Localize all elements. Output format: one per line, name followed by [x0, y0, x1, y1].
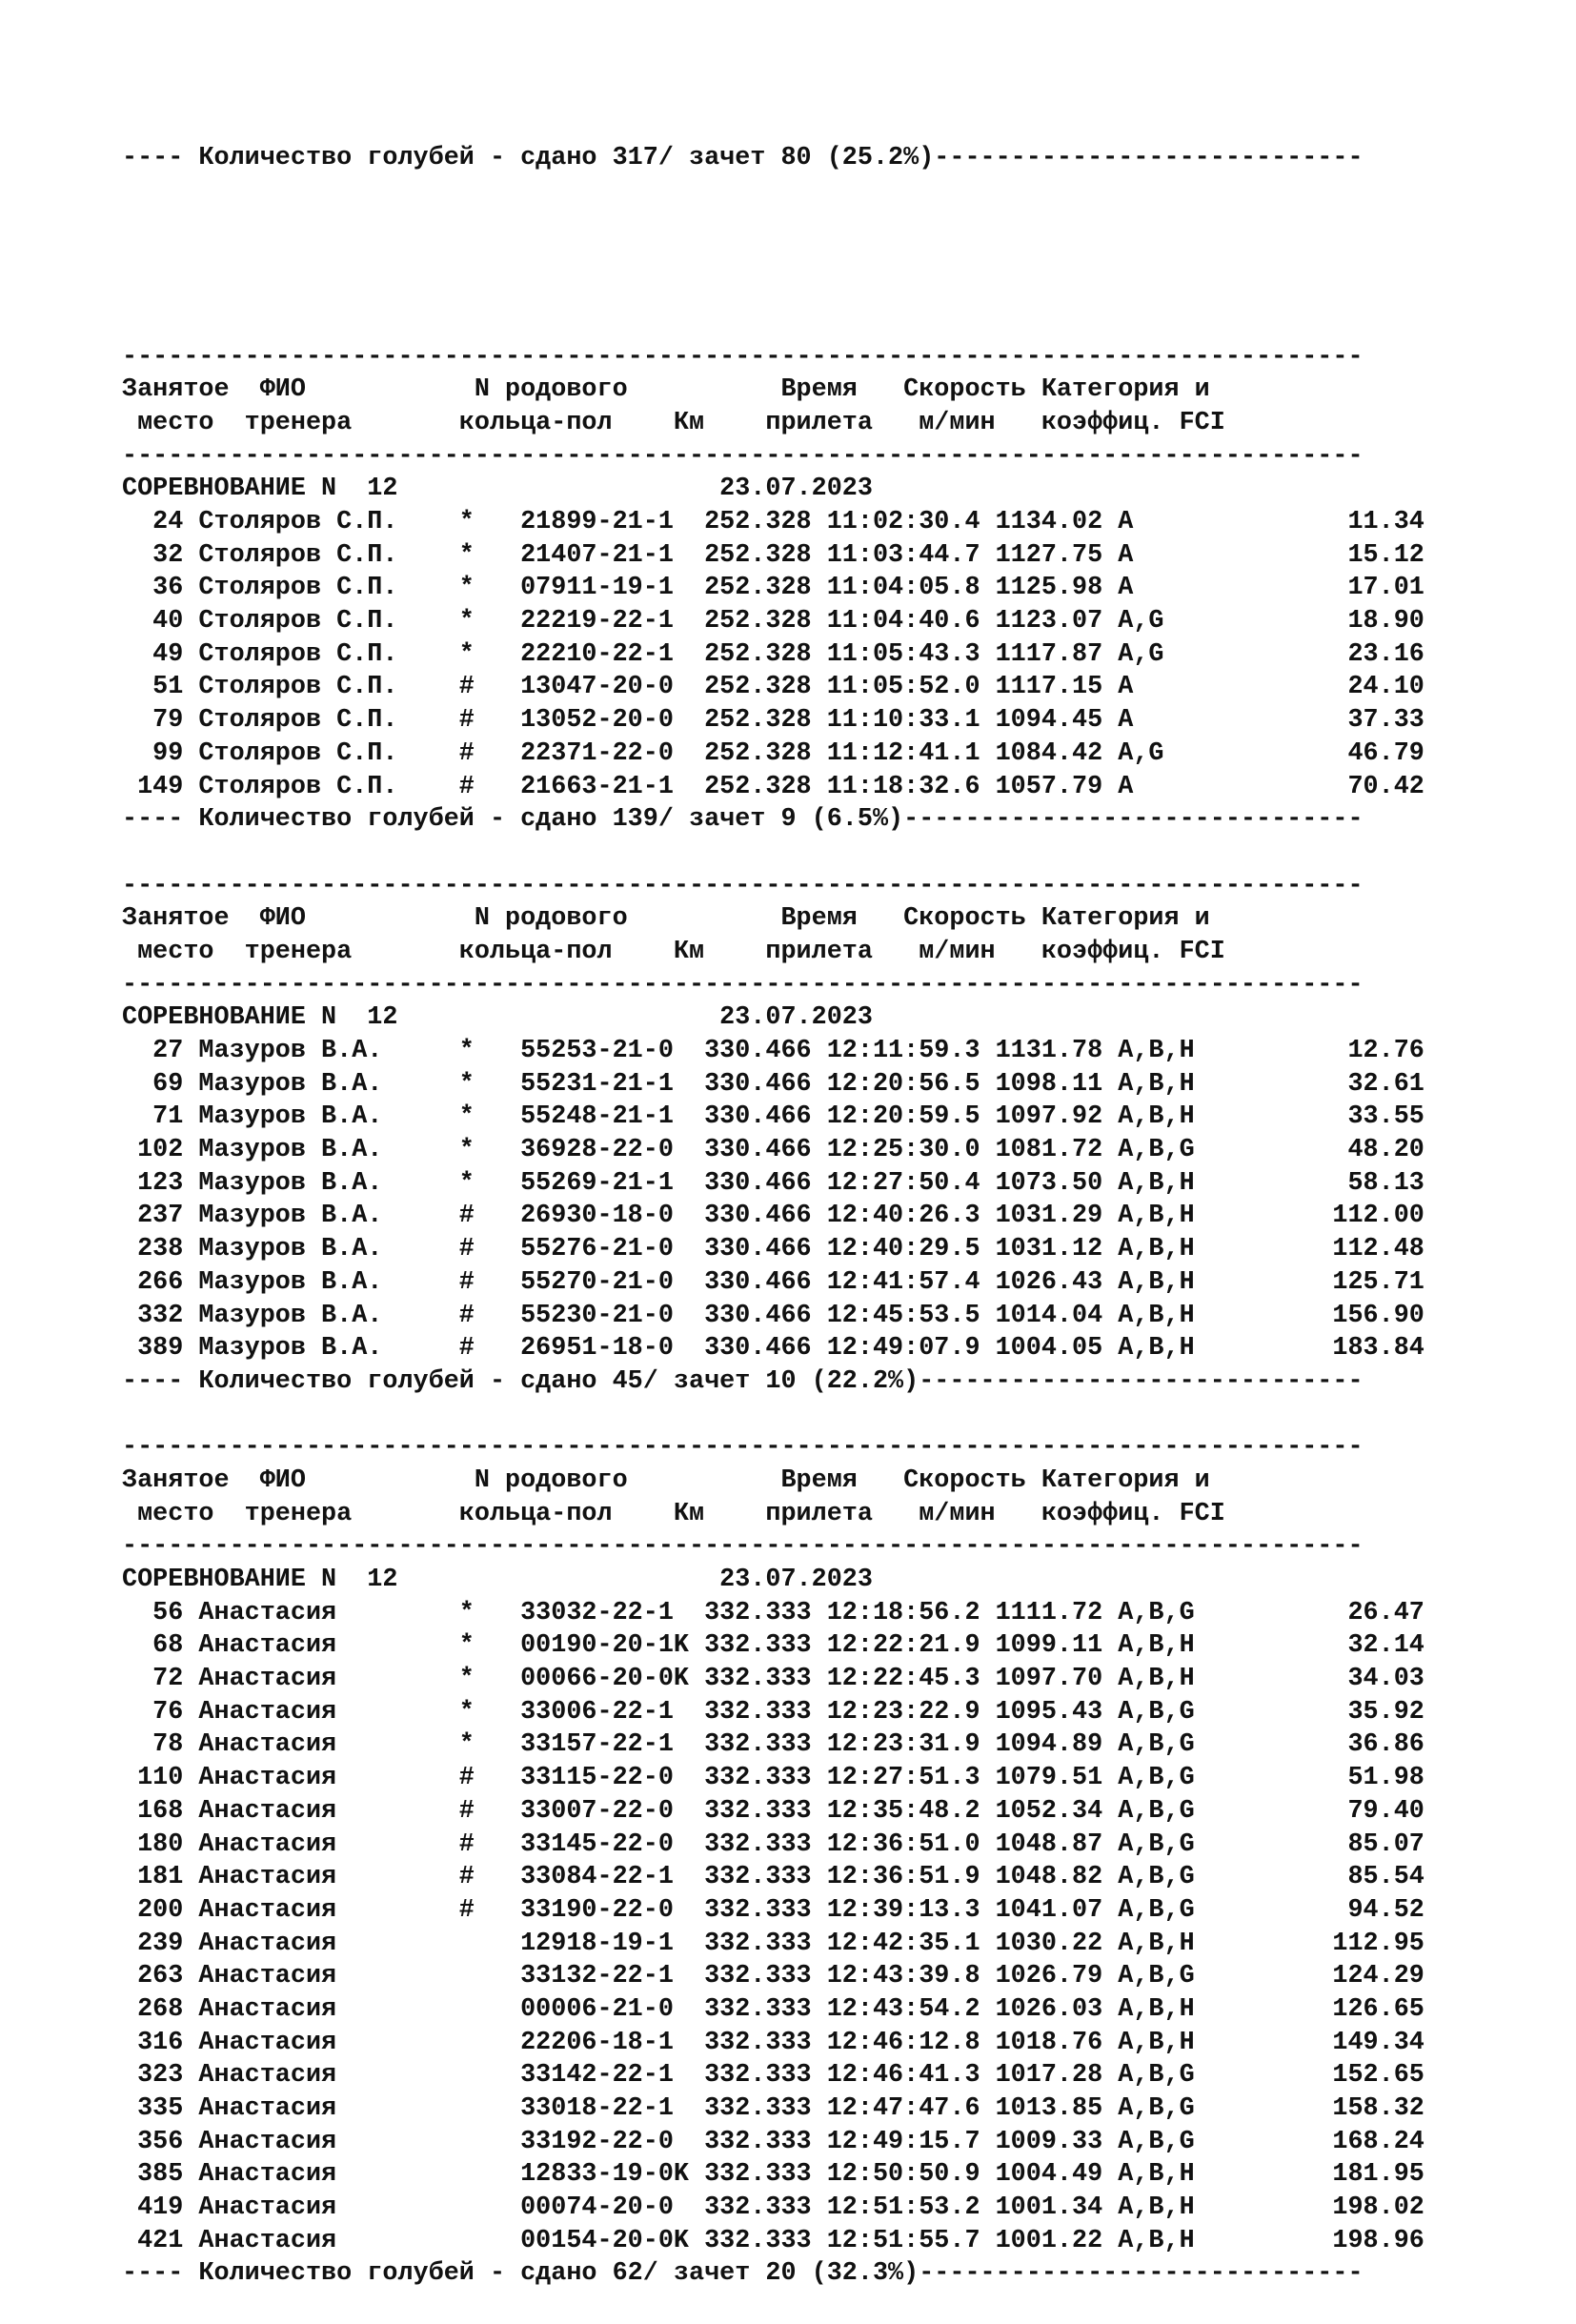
table-header-line-1: Занятое ФИО N родового Время Скорость Категория и — [122, 375, 1210, 405]
section-rule-top: --------------------------------------------------------------------------------- — [122, 871, 1364, 900]
result-row: 268 Анастасия 00006-21-0 332.333 12:43:54.2 1026.03 A,B,H 126.65 — [122, 1994, 1424, 2024]
table-header-line-2: место тренера кольца-пол Км прилета м/мин коэффиц. FCI — [122, 937, 1225, 966]
result-row: 266 Мазуров В.А. # 55270-21-0 330.466 12:41:57.4 1026.43 A,B,H 125.71 — [122, 1267, 1424, 1297]
result-row: 263 Анастасия 33132-22-1 332.333 12:43:39.8 1026.79 A,B,G 124.29 — [122, 1962, 1424, 1991]
section-summary: ---- Количество голубей - сдано 139/ зачет 9 (6.5%)------------------------------ — [122, 805, 1364, 835]
result-section — [122, 870, 1551, 1432]
result-row: 168 Анастасия # 33007-22-0 332.333 12:35:48.2 1052.34 A,B,G 79.40 — [122, 1796, 1424, 1826]
table-header-line-1: Занятое ФИО N родового Время Скорость Категория и — [122, 1465, 1210, 1495]
result-row: 356 Анастасия 33192-22-0 332.333 12:49:15.7 1009.33 A,B,G 168.24 — [122, 2127, 1424, 2156]
result-row: 69 Мазуров В.А. * 55231-21-1 330.466 12:20:56.5 1098.11 A,B,H 32.61 — [122, 1069, 1424, 1099]
result-row: 110 Анастасия # 33115-22-0 332.333 12:27:51.3 1079.51 A,B,G 51.98 — [122, 1764, 1424, 1793]
result-row: 72 Анастасия * 00066-20-0K 332.333 12:22:45.3 1097.70 A,B,H 34.03 — [122, 1665, 1424, 1694]
result-row: 99 Столяров С.П. # 22371-22-0 252.328 11:12:41.1 1084.42 A,G 46.79 — [122, 738, 1424, 768]
result-row: 421 Анастасия 00154-20-0K 332.333 12:51:55.7 1001.22 A,B,H 198.96 — [122, 2226, 1424, 2255]
result-row: 181 Анастасия # 33084-22-1 332.333 12:36:51.9 1048.82 A,B,G 85.54 — [122, 1863, 1424, 1892]
result-row: 419 Анастасия 00074-20-0 332.333 12:51:53.2 1001.34 A,B,H 198.02 — [122, 2193, 1424, 2223]
result-row: 49 Столяров С.П. * 22210-22-1 252.328 11:05:43.3 1117.87 A,G 23.16 — [122, 639, 1424, 669]
result-row: 123 Мазуров В.А. * 55269-21-1 330.466 12:27:50.4 1073.50 A,B,H 58.13 — [122, 1168, 1424, 1198]
competition-line: СОРЕВНОВАНИЕ N 12 23.07.2023 — [122, 1566, 873, 1595]
result-row: 200 Анастасия # 33190-22-0 332.333 12:39:13.3 1041.07 A,B,G 94.52 — [122, 1895, 1424, 1925]
result-row: 32 Столяров С.П. * 21407-21-1 252.328 11:03:44.7 1127.75 A 15.12 — [122, 540, 1424, 570]
section-rule-top: --------------------------------------------------------------------------------- — [122, 1433, 1364, 1463]
result-row: 78 Анастасия * 33157-22-1 332.333 12:23:31.9 1094.89 A,B,G 36.86 — [122, 1730, 1424, 1760]
competition-line: СОРЕВНОВАНИЕ N 12 23.07.2023 — [122, 1003, 873, 1033]
result-row: 316 Анастасия 22206-18-1 332.333 12:46:12.8 1018.76 A,B,H 149.34 — [122, 2028, 1424, 2057]
result-row: 389 Мазуров В.А. # 26951-18-0 330.466 12:49:07.9 1004.05 A,B,H 183.84 — [122, 1334, 1424, 1364]
spacer — [122, 837, 1551, 870]
table-header-line-2: место тренера кольца-пол Км прилета м/мин коэффиц. FCI — [122, 408, 1225, 437]
competition-line: СОРЕВНОВАНИЕ N 12 23.07.2023 — [122, 475, 873, 504]
section-summary: ---- Количество голубей - сдано 62/ зачет 20 (32.3%)----------------------------- — [122, 2259, 1364, 2289]
result-section — [122, 1431, 1551, 2291]
result-row: 56 Анастасия * 33032-22-1 332.333 12:18:56.2 1111.72 A,B,G 26.47 — [122, 1598, 1424, 1627]
spacer — [122, 1399, 1551, 1432]
table-header-line-1: Занятое ФИО N родового Время Скорость Категория и — [122, 904, 1210, 934]
result-row: 149 Столяров С.П. # 21663-21-1 252.328 11:18:32.6 1057.79 A 70.42 — [122, 772, 1424, 801]
result-row: 40 Столяров С.П. * 22219-22-1 252.328 11:04:40.6 1123.07 A,G 18.90 — [122, 607, 1424, 637]
result-row: 71 Мазуров В.А. * 55248-21-1 330.466 12:20:59.5 1097.92 A,B,H 33.55 — [122, 1102, 1424, 1132]
result-row: 239 Анастасия 12918-19-1 332.333 12:42:35.1 1030.22 A,B,H 112.95 — [122, 1929, 1424, 1958]
section-rule-mid: --------------------------------------------------------------------------------- — [122, 970, 1364, 1000]
sections — [122, 341, 1551, 2292]
result-row: 24 Столяров С.П. * 21899-21-1 252.328 11:02:30.4 1134.02 A 11.34 — [122, 508, 1424, 537]
result-row: 79 Столяров С.П. # 13052-20-0 252.328 11:10:33.1 1094.45 A 37.33 — [122, 706, 1424, 736]
result-row: 36 Столяров С.П. * 07911-19-1 252.328 11:04:05.8 1125.98 A 17.01 — [122, 574, 1424, 603]
result-row: 68 Анастасия * 00190-20-1K 332.333 12:22:21.9 1099.11 A,B,H 32.14 — [122, 1631, 1424, 1661]
result-row: 180 Анастасия # 33145-22-0 332.333 12:36:51.0 1048.87 A,B,G 85.07 — [122, 1829, 1424, 1859]
result-row: 238 Мазуров В.А. # 55276-21-0 330.466 12:40:29.5 1031.12 A,B,H 112.48 — [122, 1235, 1424, 1264]
result-row: 323 Анастасия 33142-22-1 332.333 12:46:41.3 1017.28 A,B,G 152.65 — [122, 2061, 1424, 2091]
result-row: 335 Анастасия 33018-22-1 332.333 12:47:47.6 1013.85 A,B,G 158.32 — [122, 2094, 1424, 2124]
top-summary: ---- Количество голубей - сдано 317/ зачет 80 (25.2%)---------------------------- — [122, 144, 1364, 173]
result-section — [122, 341, 1551, 870]
result-row: 237 Мазуров В.А. # 26930-18-0 330.466 12:40:26.3 1031.29 A,B,H 112.00 — [122, 1202, 1424, 1231]
result-row: 27 Мазуров В.А. * 55253-21-0 330.466 12:11:59.3 1131.78 A,B,H 12.76 — [122, 1037, 1424, 1066]
section-rule-top: --------------------------------------------------------------------------------- — [122, 342, 1364, 372]
result-row: 76 Анастасия * 33006-22-1 332.333 12:23:22.9 1095.43 A,B,G 35.92 — [122, 1697, 1424, 1727]
result-row: 102 Мазуров В.А. * 36928-22-0 330.466 12:25:30.0 1081.72 A,B,G 48.20 — [122, 1136, 1424, 1165]
result-row: 332 Мазуров В.А. # 55230-21-0 330.466 12:45:53.5 1014.04 A,B,H 156.90 — [122, 1301, 1424, 1330]
table-header-line-2: место тренера кольца-пол Км прилета м/мин коэффиц. FCI — [122, 1499, 1225, 1528]
results-document — [122, 76, 1551, 2324]
section-rule-mid: --------------------------------------------------------------------------------- — [122, 1532, 1364, 1562]
spacer — [122, 242, 1551, 275]
result-row: 385 Анастасия 12833-19-0K 332.333 12:50:50.9 1004.49 A,B,H 181.95 — [122, 2160, 1424, 2190]
section-summary: ---- Количество голубей - сдано 45/ зачет 10 (22.2%)----------------------------- — [122, 1366, 1364, 1396]
result-row: 51 Столяров С.П. # 13047-20-0 252.328 11:05:52.0 1117.15 A 24.10 — [122, 673, 1424, 702]
section-rule-mid: --------------------------------------------------------------------------------- — [122, 441, 1364, 471]
